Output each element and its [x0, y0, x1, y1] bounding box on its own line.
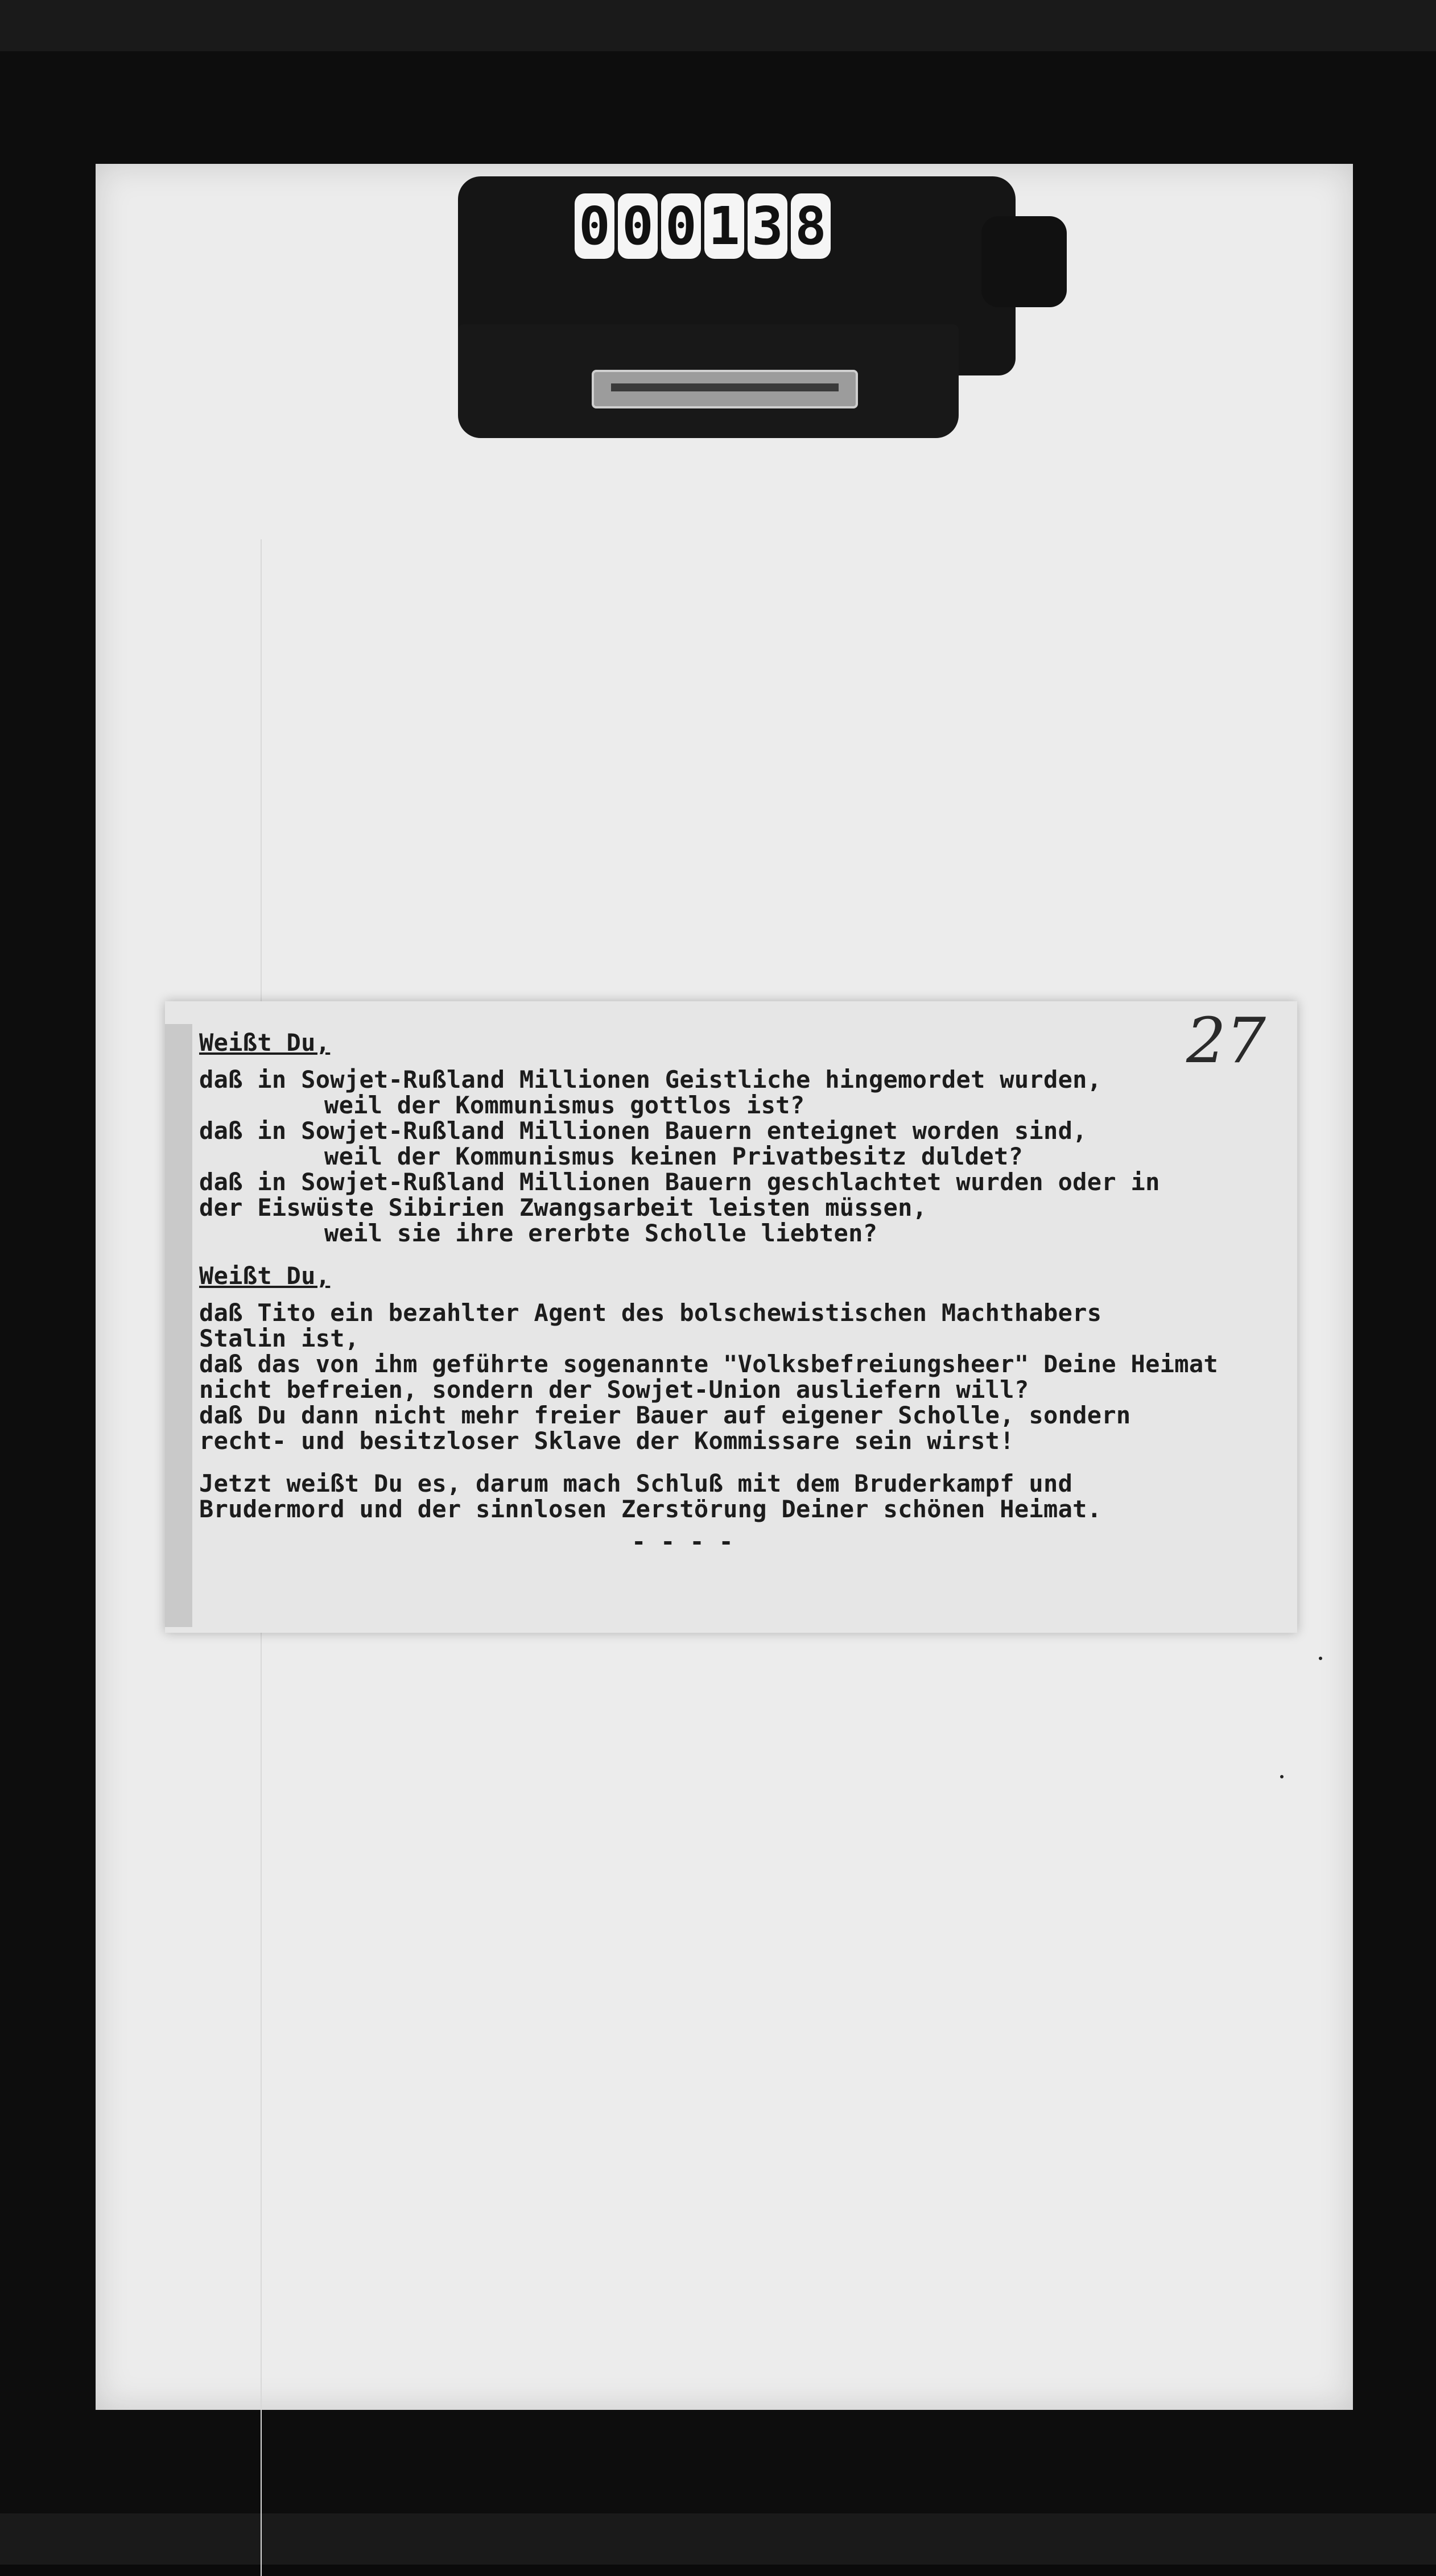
- frame-counter: [424, 154, 1061, 449]
- counter-digit: 0: [575, 193, 614, 259]
- text-line: daß in Sowjet-Rußland Millionen Bauern geschlachtet wurden oder in: [199, 1168, 1160, 1196]
- film-edge-bottom: [0, 2513, 1436, 2565]
- counter-digit: 8: [791, 193, 831, 259]
- handwritten-page-number: 27: [1186, 1004, 1266, 1077]
- counter-knob: [981, 216, 1067, 307]
- text-line: recht- und besitzloser Sklave der Kommissare sein wirst!: [199, 1427, 1014, 1455]
- typed-leaflet: [165, 1001, 1297, 1633]
- text-line: daß das von ihm geführte sogenannte "Volksbefreiungsheer" Deine Heimat: [199, 1350, 1219, 1378]
- counter-digit: 0: [618, 193, 658, 259]
- text-line: daß in Sowjet-Rußland Millionen Geistliche hingemordet wurden,: [199, 1066, 1102, 1093]
- dust-spot: [1280, 1775, 1284, 1778]
- counter-digit: 3: [748, 193, 787, 259]
- text-line: der Eiswüste Sibirien Zwangsarbeit leisten müssen,: [199, 1194, 927, 1221]
- text-line: weil der Kommunismus keinen Privatbesitz duldet?: [324, 1142, 1024, 1170]
- closing-dashes: - - - -: [632, 1528, 734, 1555]
- leaflet-edge-shadow: [165, 1024, 192, 1627]
- counter-digits: [575, 193, 831, 259]
- text-line: Brudermord und der sinnlosen Zerstörung Deiner schönen Heimat.: [199, 1495, 1102, 1523]
- counter-digit: 1: [704, 193, 744, 259]
- text-line: daß Tito ein bezahlter Agent des bolschewistischen Machthabers: [199, 1299, 1102, 1327]
- text-line: weil der Kommunismus gottlos ist?: [324, 1091, 805, 1119]
- text-line: daß in Sowjet-Rußland Millionen Bauern enteignet worden sind,: [199, 1117, 1087, 1145]
- text-line: Jetzt weißt Du es, darum mach Schluß mit dem Bruderkampf und: [199, 1469, 1073, 1497]
- text-line: nicht befreien, sondern der Sowjet-Union ausliefern will?: [199, 1376, 1029, 1403]
- counter-digit: 0: [661, 193, 701, 259]
- text-line: Stalin ist,: [199, 1324, 360, 1352]
- dust-spot: [1319, 1657, 1322, 1660]
- section-heading: Weißt Du,: [199, 1029, 331, 1056]
- section-heading: Weißt Du,: [199, 1262, 331, 1290]
- counter-plate: [592, 370, 858, 408]
- spacer: [199, 1246, 1280, 1263]
- leaflet-text: [199, 1030, 1280, 1554]
- text-line: weil sie ihre ererbte Scholle liebten?: [324, 1219, 878, 1247]
- text-line: daß Du dann nicht mehr freier Bauer auf eigener Scholle, sondern: [199, 1401, 1131, 1429]
- spacer: [199, 1454, 1280, 1471]
- counter-plate-slot: [611, 383, 839, 391]
- film-edge-top: [0, 0, 1436, 51]
